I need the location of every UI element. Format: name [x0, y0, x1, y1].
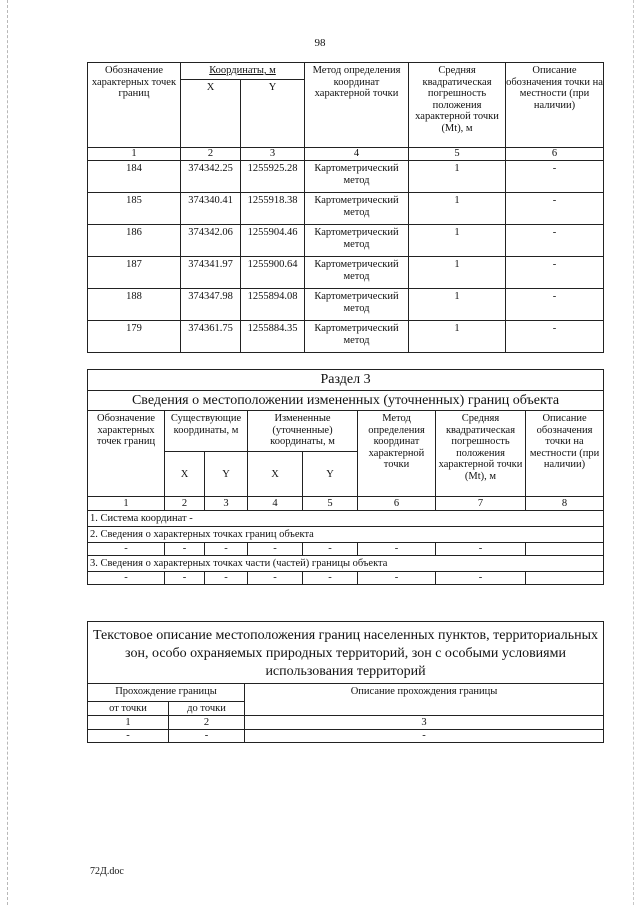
table-row: [88, 289, 604, 321]
y-cell: 1255925.28: [241, 161, 305, 193]
dash-cell: -: [165, 543, 205, 556]
column-number: 4: [305, 148, 409, 161]
header-x: X: [248, 452, 303, 497]
mt-cell: 1: [409, 289, 506, 321]
dash-cell: [526, 543, 604, 556]
x-cell: 374361.75: [181, 321, 241, 353]
dash-cell: -: [303, 543, 358, 556]
point-cell: 185: [88, 193, 181, 225]
header-designation: Обозначение характерных точек границ: [88, 63, 181, 148]
table-row: [88, 730, 604, 743]
header-designation: Обозначение характерных точек границ: [88, 411, 165, 497]
desc-cell: -: [506, 225, 604, 257]
scan-right-margin-line: [633, 0, 634, 905]
column-number: 3: [241, 148, 305, 161]
desc-cell: -: [506, 289, 604, 321]
y-cell: 1255900.64: [241, 257, 305, 289]
y-cell: 1255884.35: [241, 321, 305, 353]
x-cell: 374342.25: [181, 161, 241, 193]
table-row: [88, 193, 604, 225]
column-number: 6: [358, 497, 436, 511]
coordinate-system-line: 1. Система координат -: [88, 511, 604, 527]
mt-cell: 1: [409, 193, 506, 225]
table-header-row: [88, 411, 604, 452]
table-row: [88, 257, 604, 289]
dash-cell: -: [436, 543, 526, 556]
x-cell: 374340.41: [181, 193, 241, 225]
mt-cell: 1: [409, 225, 506, 257]
column-number: 2: [165, 497, 205, 511]
header-error: Средняя квадратическая погрешность положения характерной точки (Mt), м: [436, 411, 526, 497]
y-cell: 1255918.38: [241, 193, 305, 225]
header-error: Средняя квадратическая погрешность положения характерной точки (Mt), м: [409, 63, 506, 148]
column-number: 2: [181, 148, 241, 161]
boundary-description-title: Текстовое описание местоположения границ населенных пунктов, территориальных зон, особо охраняемых природных территорий, зон с особыми условиями использования территорий: [88, 622, 604, 684]
header-description: Описание обозначения точки на местности (при наличии): [526, 411, 604, 497]
column-number: 3: [245, 716, 604, 730]
method-cell: Картометрический метод: [305, 225, 409, 257]
table-row: [88, 321, 604, 353]
coordinates-table: [87, 62, 604, 353]
section-3-table: [87, 369, 604, 585]
header-method: Метод определения координат характерной точки: [358, 411, 436, 497]
section-subtitle: Сведения о местоположении измененных (уточненных) границ объекта: [88, 391, 604, 411]
x-cell: 374341.97: [181, 257, 241, 289]
header-x: X: [181, 80, 241, 148]
column-numbers-row: [88, 148, 604, 161]
desc-cell: -: [506, 161, 604, 193]
x-cell: 374342.06: [181, 225, 241, 257]
header-changed-coordinates: Измененные (уточненные) координаты, м: [248, 411, 358, 452]
point-cell: 187: [88, 257, 181, 289]
section-title: Раздел 3: [88, 370, 604, 391]
y-cell: 1255904.46: [241, 225, 305, 257]
header-passage: Прохождение границы: [88, 684, 245, 702]
column-number: 2: [169, 716, 245, 730]
header-x: X: [165, 452, 205, 497]
column-numbers-row: [88, 716, 604, 730]
header-passage-description: Описание прохождения границы: [245, 684, 604, 716]
column-number: 8: [526, 497, 604, 511]
scan-left-margin-line: [7, 0, 8, 905]
dash-cell: -: [358, 572, 436, 585]
column-number: 6: [506, 148, 604, 161]
x-cell: 374347.98: [181, 289, 241, 321]
desc-cell: -: [506, 321, 604, 353]
header-description: Описание обозначения точки на местности (при наличии): [506, 63, 604, 148]
header-from-point: от точки: [88, 702, 169, 716]
column-number: 3: [205, 497, 248, 511]
dash-cell: -: [436, 572, 526, 585]
page-number: 98: [314, 37, 326, 49]
column-numbers-row: [88, 497, 604, 511]
column-number: 1: [88, 148, 181, 161]
dash-cell: -: [248, 572, 303, 585]
header-y: Y: [205, 452, 248, 497]
method-cell: Картометрический метод: [305, 193, 409, 225]
table-header-row: [88, 63, 604, 80]
mt-cell: 1: [409, 257, 506, 289]
point-cell: 179: [88, 321, 181, 353]
part-boundary-points-heading: 3. Сведения о характерных точках части (частей) границы объекта: [88, 556, 604, 572]
header-to-point: до точки: [169, 702, 245, 716]
column-number: 1: [88, 497, 165, 511]
column-number: 1: [88, 716, 169, 730]
method-cell: Картометрический метод: [305, 161, 409, 193]
dash-cell: -: [88, 572, 165, 585]
method-cell: Картометрический метод: [305, 321, 409, 353]
desc-cell: -: [506, 257, 604, 289]
header-y: Y: [241, 80, 305, 148]
boundary-points-heading: 2. Сведения о характерных точках границ объекта: [88, 527, 604, 543]
desc-cell: -: [506, 193, 604, 225]
dash-cell: [526, 572, 604, 585]
table-row: [88, 161, 604, 193]
column-number: 7: [436, 497, 526, 511]
dash-cell: -: [169, 730, 245, 743]
header-existing-coordinates: Существующие координаты, м: [165, 411, 248, 452]
dash-cell: -: [303, 572, 358, 585]
table-row: [88, 572, 604, 585]
point-cell: 188: [88, 289, 181, 321]
dash-cell: -: [205, 543, 248, 556]
column-number: 5: [409, 148, 506, 161]
footer-filename: 72Д.doc: [90, 866, 124, 877]
header-method: Метод определения координат характерной точки: [305, 63, 409, 148]
method-cell: Картометрический метод: [305, 257, 409, 289]
boundary-description-table: [87, 621, 604, 743]
dash-cell: -: [88, 543, 165, 556]
y-cell: 1255894.08: [241, 289, 305, 321]
table-row: [88, 225, 604, 257]
point-cell: 186: [88, 225, 181, 257]
column-number: 4: [248, 497, 303, 511]
header-y: Y: [303, 452, 358, 497]
dash-cell: -: [165, 572, 205, 585]
method-cell: Картометрический метод: [305, 289, 409, 321]
dash-cell: -: [205, 572, 248, 585]
header-coordinates: Координаты, м: [181, 63, 305, 80]
mt-cell: 1: [409, 161, 506, 193]
column-number: 5: [303, 497, 358, 511]
dash-cell: -: [248, 543, 303, 556]
dash-cell: -: [358, 543, 436, 556]
point-cell: 184: [88, 161, 181, 193]
mt-cell: 1: [409, 321, 506, 353]
dash-cell: -: [88, 730, 169, 743]
dash-cell: -: [245, 730, 604, 743]
table-row: [88, 543, 604, 556]
